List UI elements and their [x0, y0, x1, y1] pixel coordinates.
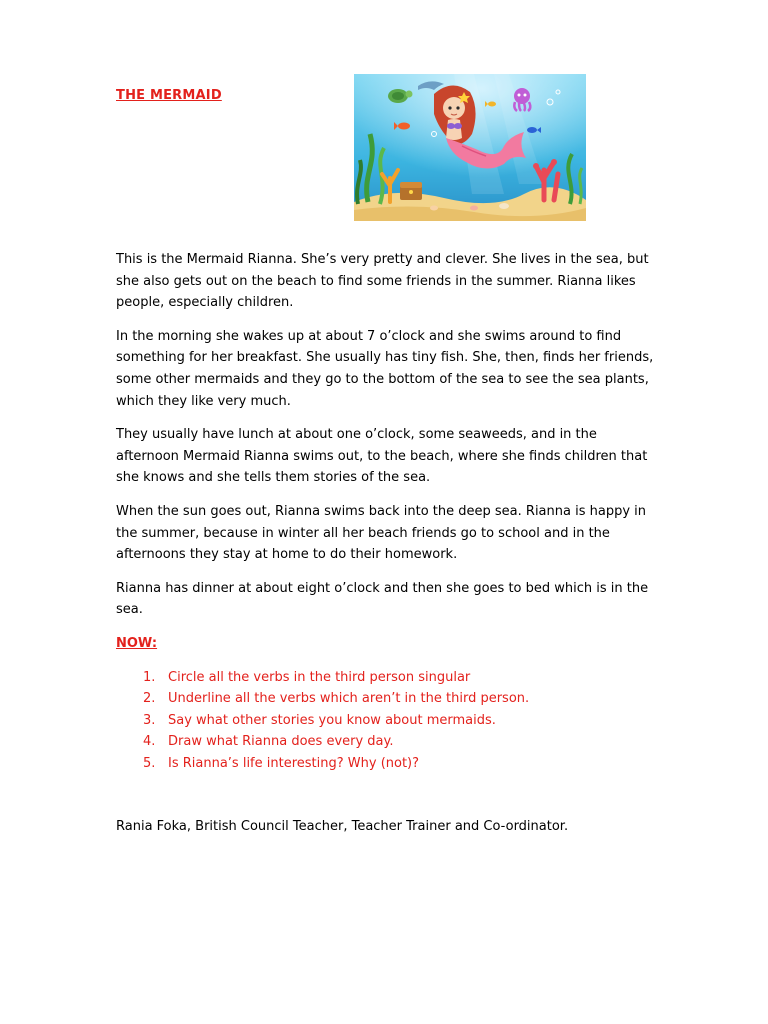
- task-number: 2.: [143, 691, 156, 707]
- paragraph-5: Rianna has dinner at about eight o’clock and then she goes to bed which is in the sea.: [116, 580, 649, 618]
- task-number: 5.: [143, 755, 156, 771]
- task-text: Is Rianna’s life interesting? Why (not)?: [168, 755, 420, 771]
- document-title: THE MERMAID: [116, 88, 222, 103]
- paragraph-2: In the morning she wakes up at about 7 o’clock and she swims around to find something for her breakfast. She usually has tiny fish. She, then, finds her friends, some other mermaids and they go to the bottom of the sea to see the sea plants, which they like very much.: [116, 328, 654, 409]
- paragraph-4: When the sun goes out, Rianna swims back into the deep sea. Rianna is happy in the summer, because in winter all her beach friends go to school and in the afternoons they stay at home to do their homework.: [116, 503, 647, 563]
- task-item: [116, 753, 656, 775]
- task-text: Underline all the verbs which aren’t in the third person.: [168, 691, 530, 707]
- task-item: [116, 731, 656, 753]
- task-item: [116, 710, 656, 732]
- mermaid-illustration: [354, 74, 586, 221]
- paragraph-3: They usually have lunch at about one o’clock, some seaweeds, and in the afternoon Mermaid Rianna swims out, to the beach, where she finds children that she knows and she tells them stories of the sea.: [116, 427, 648, 486]
- task-item: [116, 688, 656, 710]
- task-text: Circle all the verbs in the third person singular: [168, 669, 471, 685]
- task-item: [116, 667, 656, 689]
- task-number: 3.: [143, 712, 156, 728]
- task-number: 1.: [143, 669, 156, 685]
- author-signature: Rania Foka, British Council Teacher, Teacher Trainer and Co-ordinator.: [116, 819, 569, 834]
- task-list: [116, 667, 656, 775]
- task-text: Draw what Rianna does every day.: [168, 734, 394, 750]
- now-heading: NOW:: [116, 635, 158, 651]
- task-text: Say what other stories you know about mermaids.: [168, 712, 496, 728]
- paragraph-1: This is the Mermaid Rianna. She’s very pretty and clever. She lives in the sea, but she also gets out on the beach to find some friends in the summer. Rianna likes people, especially children.: [116, 252, 649, 311]
- task-number: 4.: [143, 734, 156, 750]
- document-body: [116, 249, 656, 774]
